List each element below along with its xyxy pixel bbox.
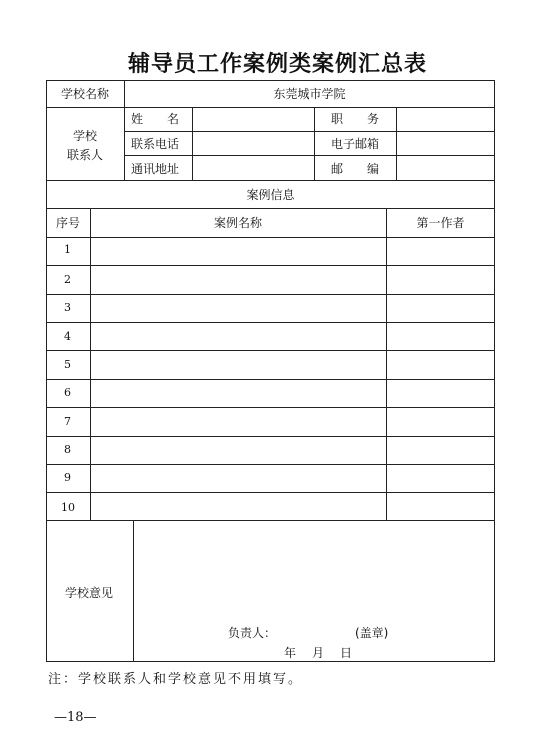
case-info-label: 案例信息 — [246, 188, 295, 202]
title-label: 职 务 — [330, 112, 379, 126]
school-opinion-label: 学校意见 — [65, 586, 114, 600]
email-value-field[interactable] — [398, 133, 493, 153]
address-label: 通讯地址 — [131, 162, 180, 176]
row-number: 1 — [64, 243, 71, 256]
school-name-label: 学校名称 — [60, 87, 109, 101]
column-header-first-author: 第一作者 — [416, 216, 465, 230]
school-name-value: 东莞城市学院 — [273, 87, 346, 101]
row-number: 8 — [64, 443, 71, 456]
phone-value-field[interactable] — [194, 133, 312, 153]
name-label: 姓 名 — [131, 112, 180, 126]
address-value-field[interactable] — [194, 157, 312, 178]
contact-label-line1: 学校 — [72, 129, 97, 143]
column-header-number: 序号 — [55, 216, 80, 230]
page-number: —18— — [54, 710, 97, 725]
postcode-label: 邮 编 — [330, 162, 379, 176]
footnote: 注：学校联系人和学校意见不用填写。 — [48, 672, 304, 687]
school-opinion-field[interactable] — [135, 522, 493, 622]
date-label: 年 月 日 — [284, 646, 355, 660]
title-value-field[interactable] — [398, 109, 493, 129]
responsible-person-label: 负责人： — [228, 626, 277, 640]
contact-label-line2: 联系人 — [66, 148, 103, 162]
row-number: 5 — [64, 358, 71, 371]
phone-label: 联系电话 — [131, 137, 180, 151]
row-number: 6 — [64, 386, 71, 399]
row-number: 10 — [61, 501, 75, 514]
row-number: 4 — [64, 330, 71, 343]
row-number: 9 — [64, 471, 71, 484]
row-number: 7 — [64, 415, 71, 428]
row-number: 3 — [64, 301, 71, 314]
row-number: 2 — [64, 273, 71, 286]
postcode-value-field[interactable] — [398, 157, 493, 178]
seal-label: (盖章) — [355, 626, 389, 640]
email-label: 电子邮箱 — [330, 137, 379, 151]
column-header-case-name: 案例名称 — [213, 216, 262, 230]
document-title: 辅导员工作案例类案例汇总表 — [127, 51, 427, 77]
name-value-field[interactable] — [194, 109, 312, 129]
